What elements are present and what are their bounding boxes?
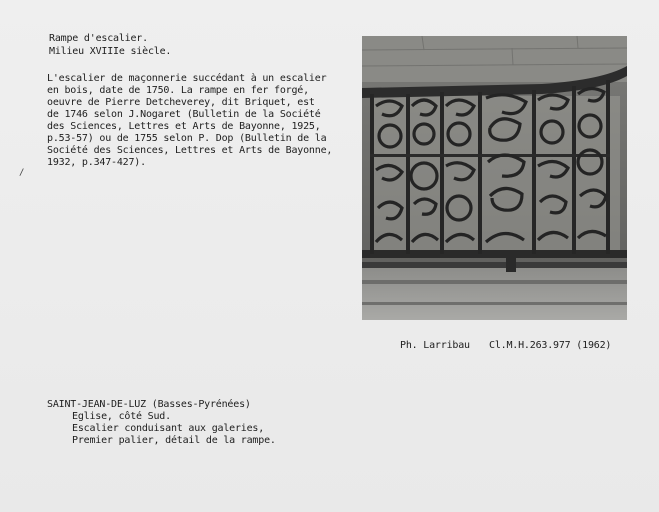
description-line: de 1746 selon J.Nogaret (Bulletin de la Société xyxy=(47,109,321,120)
railing-photograph xyxy=(362,36,627,320)
card-date: Milieu XVIIIe siècle. xyxy=(49,46,172,57)
photo-reference: Cl.M.H.263.977 (1962) xyxy=(489,340,612,351)
description-line: p.53-57) ou de 1755 selon P. Dop (Bulletin de la xyxy=(47,133,327,144)
location-line: Premier palier, détail de la rampe. xyxy=(72,435,276,446)
description-line: L'escalier de maçonnerie succédant à un escalier xyxy=(47,73,327,84)
railing-photo-image xyxy=(362,36,627,320)
margin-mark: / xyxy=(19,168,25,178)
location-line: Escalier conduisant aux galeries, xyxy=(72,423,265,434)
description-line: oeuvre de Pierre Detcheverey, dit Briquet, est xyxy=(47,97,315,108)
location-line: Eglise, côté Sud. xyxy=(72,411,171,422)
photographer-credit: Ph. Larribau xyxy=(400,340,470,351)
location-place: SAINT-JEAN-DE-LUZ (Basses-Pyrénées) xyxy=(47,399,251,410)
description-line: Société des Sciences, Lettres et Arts de Bayonne, xyxy=(47,145,333,156)
description-line: en bois, date de 1750. La rampe en fer forgé, xyxy=(47,85,309,96)
description-line: 1932, p.347-427). xyxy=(47,157,146,168)
card-title: Rampe d'escalier. xyxy=(49,33,148,44)
description-line: des Sciences, Lettres et Arts de Bayonne, 1925, xyxy=(47,121,321,132)
